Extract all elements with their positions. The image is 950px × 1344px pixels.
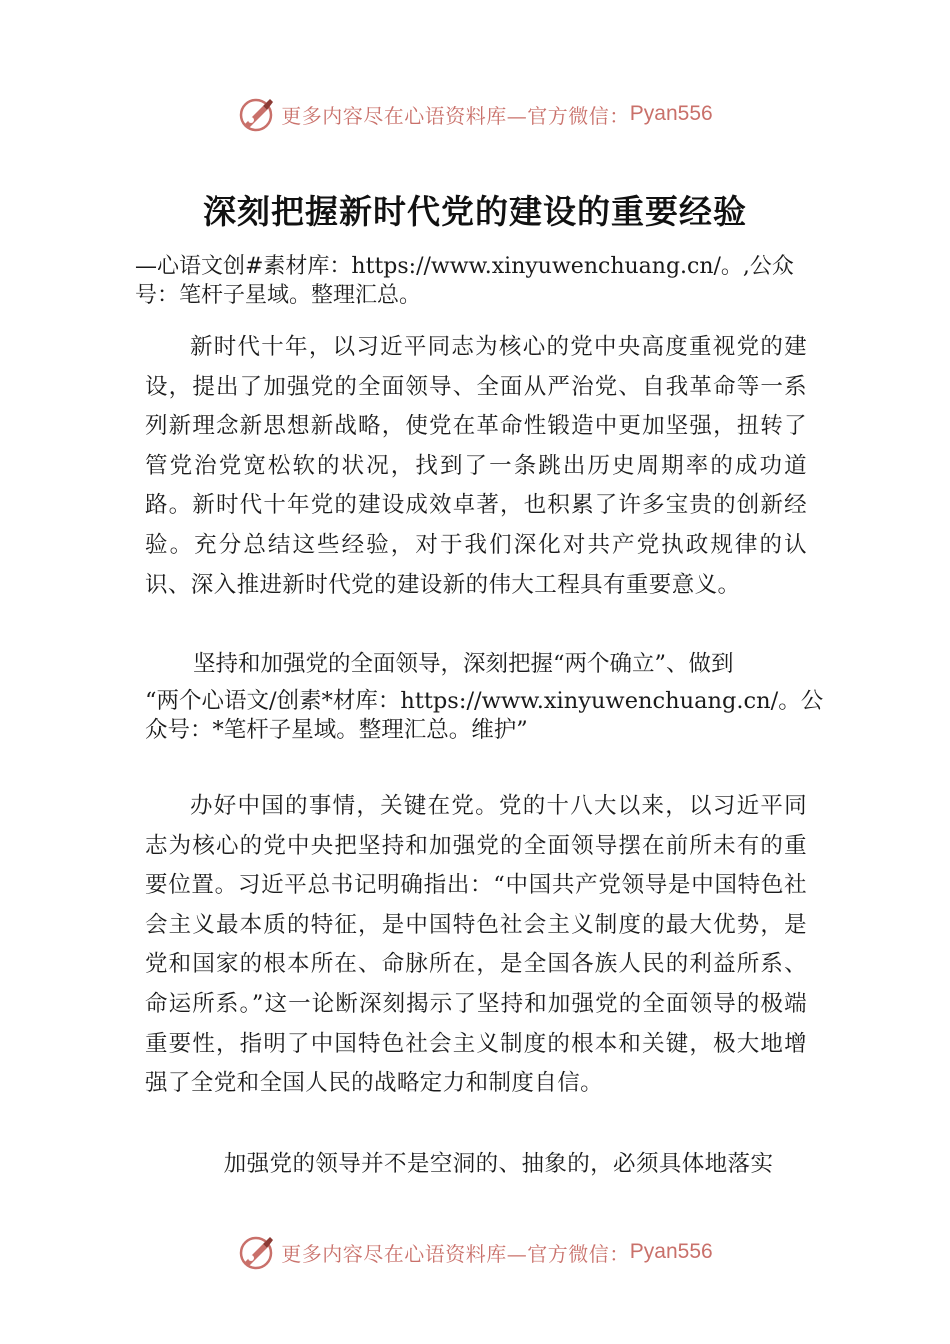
header-banner: [0, 92, 950, 136]
banner-wechat-id: Pyan556: [629, 1240, 713, 1263]
pen-logo-icon: [237, 1232, 277, 1272]
document-title: 深刻把握新时代党的建设的重要经验: [203, 192, 747, 231]
source-line: —心语文创#素材库：https://www.xinyuwenchuang.cn/。,公众号：笔杆子星域。整理汇总。: [135, 254, 794, 308]
paragraph-2: 办好中国的事情，关键在党。党的十八大以来，以习近平同志为核心的党中央把坚持和加强党的全面领导摆在前所未有的重要位置。习近平总书记明确指出：“中国共产党领导是中国特色社会主义最本质的特征，是中国特色社会主义制度的最大优势，是党和国家的根本所在、命脉所在，是全国各族人民的利益所系、命运所系。”这一论断深刻揭示了坚持和加强党的全面领导的极端重要性，指明了中国特色社会主义制度的根本和关键，极大地增强了全党和全国人民的战略定力和制度自信。: [145, 793, 807, 1097]
pen-logo-icon: [237, 94, 277, 134]
footer-banner: [0, 1230, 950, 1274]
subheading-line-2: “两个心语文/创素*材库：https://www.xinyuwenchuang.cn/。公众号：*笔杆子星域。整理汇总。维护”: [145, 688, 824, 743]
subheading-line-1: 坚持和加强党的全面领导，深刻把握“两个确立”、做到: [193, 651, 734, 677]
paragraph-1: 新时代十年，以习近平同志为核心的党中央高度重视党的建设，提出了加强党的全面领导、全面从严治党、自我革命等一系列新理念新思想新战略，使党在革命性锻造中更加坚强，扭转了管党治党宽松软的状况，找到了一条跳出历史周期率的成功道路。新时代十年党的建设成效卓著，也积累了许多宝贵的创新经验。充分总结这些经验，对于我们深化对共产党执政规律的认识、深入推进新时代党的建设新的伟大工程具有重要意义。: [145, 334, 807, 598]
banner-text: 更多内容尽在心语资料库—官方微信：: [281, 103, 630, 128]
section-subheading: [145, 648, 845, 745]
paragraph-3: 加强党的领导并不是空洞的、抽象的，必须具体地落实: [223, 1151, 774, 1177]
banner-wechat-id: Pyan556: [629, 102, 713, 125]
banner-text: 更多内容尽在心语资料库—官方微信：: [281, 1241, 630, 1266]
